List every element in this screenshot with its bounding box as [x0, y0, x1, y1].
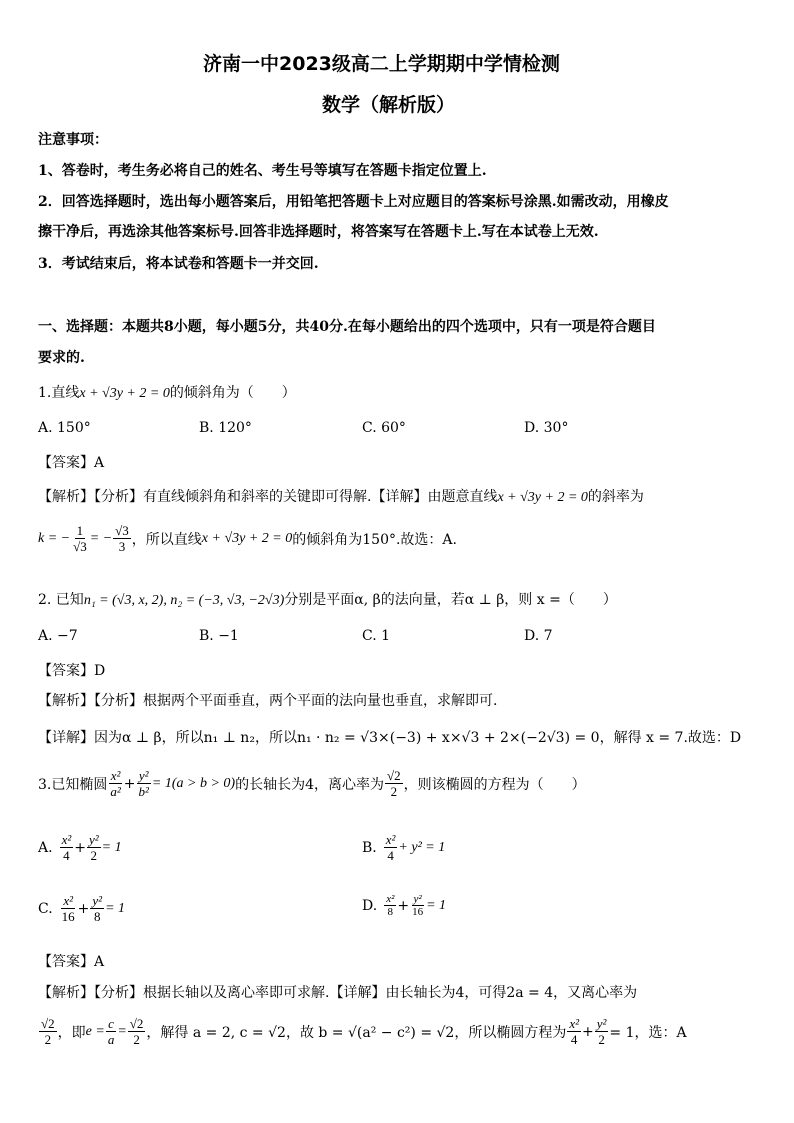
- q3-option-a: [38, 832, 122, 863]
- q3-c-y-den: 8: [93, 909, 101, 924]
- q3-l2-fy-den: 2: [598, 1032, 605, 1047]
- q1-analysis-lead: 【解析】【分析】有直线倾斜角和斜率的关键即可得解.【详解】由题意直线: [38, 489, 498, 505]
- q3-frac-x-den: a²: [110, 784, 121, 799]
- q3-l2-frac-y: [595, 1016, 609, 1047]
- q2-suffix: 分别是平面α, β的法向量，若α ⊥ β，则 x =（ ）: [284, 592, 617, 608]
- q3-a-x-num: x²: [61, 832, 72, 847]
- notice-item-3: 3．考试结束后，将本试卷和答题卡一并交回.: [38, 256, 319, 272]
- q2-option-d: D. 7: [524, 628, 553, 644]
- q3-l2-e: e =: [85, 1023, 105, 1039]
- q3-option-c-frac-x: [60, 893, 77, 924]
- q3-answer: 【答案】A: [38, 954, 105, 970]
- q1-option-c: C. 60°: [362, 420, 406, 436]
- q1-frac2-den: 3: [118, 539, 126, 554]
- question-1: [38, 382, 296, 402]
- q1-frac1-num: 1: [76, 523, 84, 538]
- q1-suffix: 的倾斜角为（ ）: [169, 385, 296, 401]
- q3-option-b-label: B.: [362, 839, 377, 856]
- q3-option-a-frac-y: [87, 832, 101, 863]
- q3-frac-x: [108, 768, 122, 799]
- q3-option-d-tail: = 1: [426, 897, 447, 913]
- q1-analysis-line-1: [38, 486, 644, 506]
- q2-prefix: 2. 已知: [38, 592, 84, 608]
- q1-line2-equation: x + √3y + 2 = 0: [201, 530, 293, 546]
- q3-l2-eq: =: [117, 1023, 127, 1039]
- q3-option-c-plus: +: [77, 900, 90, 917]
- q3-analysis: 【解析】【分析】根据长轴以及离心率即可求解.【详解】由长轴长为4，可得2a = 4，又离心率为: [38, 985, 638, 1001]
- q3-suffix: ，则该椭圆的方程为（ ）: [403, 776, 586, 793]
- q2-detail: 【详解】因为α ⊥ β，所以n₁ ⊥ n₂，所以n₁ · n₂ = √3×(−3) + x×√3 + 2×(−2√3) = 0，解得 x = 7.故选：D: [38, 730, 742, 746]
- q3-l2-f1-num: √2: [41, 1016, 55, 1031]
- q3-l2-f1-den: 2: [44, 1032, 52, 1047]
- q2-option-b: B. −1: [199, 628, 239, 644]
- q3-option-a-tail: = 1: [101, 839, 122, 855]
- q3-option-a-frac-x: [60, 832, 74, 863]
- q3-b-x-den: 4: [387, 848, 394, 863]
- q1-fraction-1: [71, 523, 89, 554]
- notice-heading: 注意事项：: [38, 132, 108, 148]
- q3-frac-x-num: x²: [110, 768, 121, 783]
- question-2: [38, 589, 617, 609]
- q2-vectors: n₁ = (√3, x, 2), n₂ = (−3, √3, −2√3): [83, 593, 285, 608]
- notice-item-2-line-2: 擦干净后，再选涂其他答案标号.回答非选择题时，将答案写在答题卡上.写在本试卷上无效.: [38, 224, 599, 240]
- q3-frac-y-num: y²: [138, 768, 149, 783]
- q3-d-y-den: 16: [412, 906, 424, 918]
- question-3: [38, 768, 586, 799]
- q3-l2-f2-den: a: [107, 1032, 115, 1047]
- q3-frac-e: [385, 768, 403, 799]
- q3-condition: = 1(a > b > 0): [151, 775, 236, 791]
- q3-prefix: 3.已知椭圆: [38, 776, 108, 793]
- q3-l2-f3-num: √2: [129, 1016, 144, 1031]
- q3-l2-text-1: ，即: [57, 1024, 86, 1041]
- q2-option-a: A. −7: [38, 628, 78, 644]
- q2-option-c: C. 1: [362, 628, 391, 644]
- q3-option-c-tail: = 1: [105, 900, 126, 916]
- q3-option-b-frac-x: [384, 832, 398, 863]
- q3-l2-fy-num: y²: [596, 1016, 607, 1031]
- q3-option-c-frac-y: [90, 893, 104, 924]
- q3-option-d-frac-y: [410, 893, 425, 918]
- q2-answer: 【答案】D: [38, 663, 106, 679]
- q3-l2-text-2: ，解得 a = 2, c = √2，故 b = √(a² − c²) = √2，所以椭圆方程为: [146, 1024, 567, 1041]
- q3-option-a-plus: +: [74, 839, 86, 856]
- q3-frac-e-num: √2: [387, 768, 401, 783]
- q3-option-d-frac-x: [384, 893, 396, 918]
- q3-frac-e-den: 2: [390, 784, 398, 799]
- q3-option-b: [362, 832, 445, 863]
- q3-option-d: [362, 893, 446, 918]
- q3-a-y-num: y²: [88, 832, 99, 847]
- q3-a-x-den: 4: [63, 848, 70, 863]
- q1-line2-mid: ，所以直线: [131, 531, 202, 548]
- q1-answer: 【答案】A: [38, 455, 105, 471]
- q3-l2-fx-num: x²: [569, 1016, 580, 1031]
- section-heading-line-2: 要求的.: [38, 350, 85, 366]
- q1-prefix: 1.直线: [38, 385, 80, 401]
- q3-option-a-label: A.: [38, 839, 53, 856]
- q3-d-x-num: x²: [386, 893, 395, 905]
- q3-option-c: [38, 893, 125, 924]
- q3-analysis-line-2: [38, 1016, 687, 1047]
- page-subtitle: 数学（解析版）: [322, 94, 456, 116]
- q3-option-b-tail: + y² = 1: [398, 839, 446, 855]
- q3-c-y-num: y²: [92, 893, 103, 908]
- q3-l2-frac-2: [106, 1016, 117, 1047]
- q1-analysis-tail: 的斜率为: [587, 489, 644, 505]
- q1-option-a: A. 150°: [38, 420, 91, 436]
- q3-l2-f2-num: c: [108, 1016, 114, 1031]
- q1-analysis-equation: x + √3y + 2 = 0: [497, 490, 588, 505]
- q3-d-y-num: y²: [413, 893, 422, 905]
- q1-eq-minus: = −: [89, 530, 113, 546]
- q3-plus: +: [123, 775, 136, 792]
- q3-frac-y: [137, 768, 151, 799]
- q3-l2-frac-x: [567, 1016, 581, 1047]
- q2-analysis: 【解析】【分析】根据两个平面垂直，两个平面的法向量也垂直，求解即可.: [38, 693, 498, 709]
- q3-l2-frac-3: [128, 1016, 146, 1047]
- q3-c-x-den: 16: [61, 909, 75, 924]
- q3-option-d-label: D.: [362, 897, 378, 914]
- q1-fraction-2: [113, 523, 131, 554]
- q3-l2-fx-den: 4: [570, 1032, 578, 1047]
- q3-option-d-plus: +: [397, 897, 410, 914]
- section-heading-line-1: 一、选择题：本题共8小题，每小题5分，共40分.在每小题给出的四个选项中，只有一项是符合题目: [38, 319, 656, 335]
- q3-l2-text-3: = 1，选：A: [609, 1024, 687, 1041]
- q1-frac1-den: √3: [73, 539, 87, 554]
- q3-l2-plus: +: [582, 1023, 594, 1040]
- page-title: 济南一中2023级高二上学期期中学情检测: [203, 53, 560, 75]
- q1-option-b: B. 120°: [199, 420, 252, 436]
- q1-k-prefix: k = −: [38, 530, 71, 546]
- q3-mid: 的长轴长为4，离心率为: [235, 776, 384, 793]
- q3-l2-frac-1: [39, 1016, 57, 1047]
- q3-c-x-num: x²: [63, 893, 73, 908]
- q3-b-x-num: x²: [385, 832, 396, 847]
- q1-equation: x + √3y + 2 = 0: [79, 386, 170, 401]
- q3-frac-y-den: b²: [138, 784, 149, 799]
- q1-line2-tail: 的倾斜角为150°.故选：A.: [292, 531, 457, 548]
- q3-d-x-den: 8: [387, 906, 394, 918]
- q1-analysis-line-2: [38, 523, 457, 554]
- notice-item-1: 1、答卷时，考生务必将自己的姓名、考生号等填写在答题卡指定位置上.: [38, 163, 487, 179]
- notice-item-2-line-1: 2．回答选择题时，选出每小题答案后，用铅笔把答题卡上对应题目的答案标号涂黑.如需改动，用橡皮: [38, 194, 669, 210]
- q1-frac2-num: √3: [115, 523, 129, 538]
- q3-l2-f3-den: 2: [133, 1032, 140, 1047]
- q3-option-c-label: C.: [38, 900, 53, 917]
- q1-option-d: D. 30°: [524, 420, 569, 436]
- q3-a-y-den: 2: [90, 848, 98, 863]
